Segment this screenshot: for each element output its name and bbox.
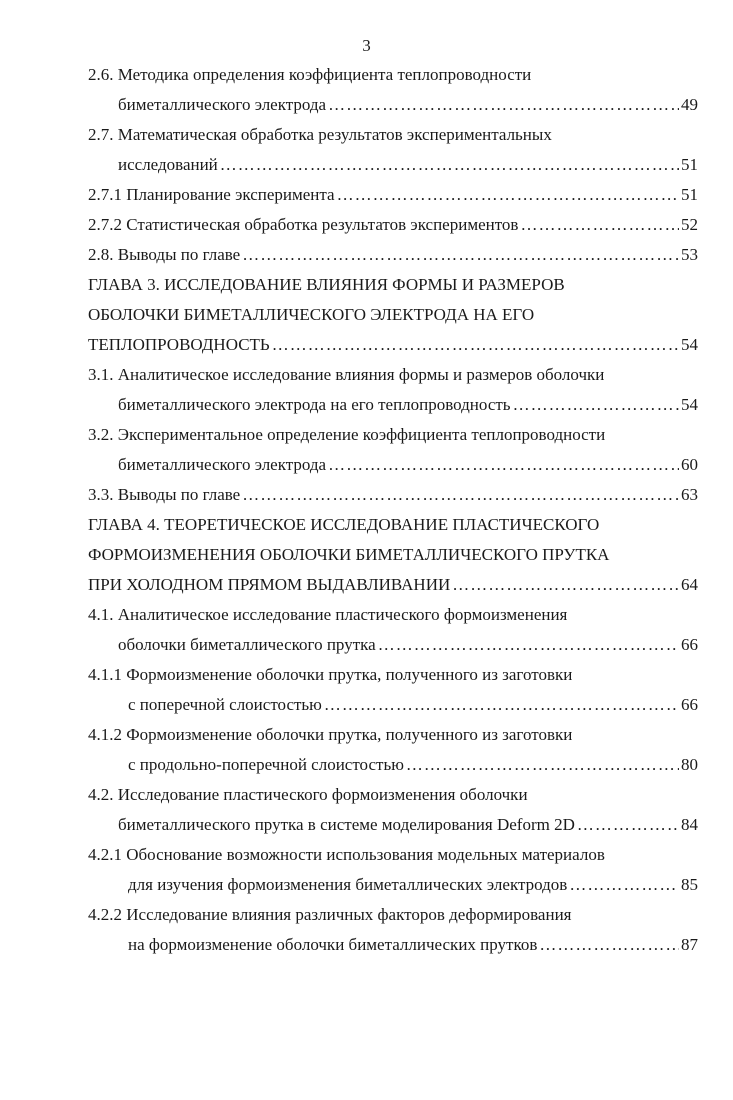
toc-entry-page: 66: [681, 695, 698, 714]
toc-entry-title-line: 4.1.2 Формоизменение оболочки прутка, полученного из заготовки: [88, 725, 573, 744]
toc-entry-title: для изучения формоизменения биметаллических электродов: [128, 875, 568, 894]
dot-leader: [328, 90, 679, 120]
toc-entry: [88, 510, 698, 600]
dot-leader: [406, 750, 679, 780]
page-number: 3: [362, 36, 371, 55]
toc-entry-title: с продольно-поперечной слоистостью: [128, 755, 404, 774]
toc-entry: [88, 720, 698, 780]
toc-entry-page: 85: [681, 875, 698, 894]
dot-leader: [328, 450, 679, 480]
toc-entry-title: оболочки биметаллического прутка: [118, 635, 376, 654]
toc-entry-page: 51: [681, 185, 698, 204]
toc-entry-title: биметаллического прутка в системе моделирования Deform 2D: [118, 815, 575, 834]
toc-entry-title: 2.7.1 Планирование эксперимента: [88, 185, 335, 204]
toc-entry-leader-line: [88, 180, 698, 210]
dot-leader: [452, 570, 679, 600]
toc-entry-leader-line: [88, 330, 698, 360]
toc-entry-title: исследований: [118, 155, 218, 174]
toc-entry-page: 52: [681, 215, 698, 234]
toc-entry-page: 64: [681, 575, 698, 594]
toc-entry-leader-line: [88, 450, 698, 480]
dot-leader: [513, 390, 679, 420]
toc-entry-page: 84: [681, 815, 698, 834]
dot-leader: [378, 630, 679, 660]
toc-entry-title-line: ОБОЛОЧКИ БИМЕТАЛЛИЧЕСКОГО ЭЛЕКТРОДА НА ЕГО: [88, 305, 535, 324]
toc-entry-page: 80: [681, 755, 698, 774]
toc-entry: [88, 60, 698, 120]
toc-entry-leader-line: [88, 90, 698, 120]
toc-entry: [88, 240, 698, 270]
toc-entry-title-line: 2.6. Методика определения коэффициента теплопроводности: [88, 65, 532, 84]
toc-entry: [88, 270, 698, 360]
toc-entry-title-line: 2.7. Математическая обработка результатов экспериментальных: [88, 125, 552, 144]
toc-entry-page: 63: [681, 485, 698, 504]
toc-entry-title: ТЕПЛОПРОВОДНОСТЬ: [88, 335, 270, 354]
toc-entry-page: 51: [681, 155, 698, 174]
toc-entry-title: ПРИ ХОЛОДНОМ ПРЯМОМ ВЫДАВЛИВАНИИ: [88, 575, 451, 594]
toc-entry-page: 60: [681, 455, 698, 474]
dot-leader: [242, 240, 679, 270]
toc-entry: [88, 120, 698, 180]
toc-entry-title-line: 4.2.2 Исследование влияния различных факторов деформирования: [88, 905, 572, 924]
toc-entry-title: 2.8. Выводы по главе: [88, 245, 241, 264]
toc-entry: [88, 900, 698, 960]
toc-entry: [88, 420, 698, 480]
toc-entry: [88, 180, 698, 210]
dot-leader: [539, 930, 679, 960]
dot-leader: [272, 330, 679, 360]
toc-entry-title: на формоизменение оболочки биметаллических прутков: [128, 935, 538, 954]
toc-entry-title: биметаллического электрода на его теплопроводность: [118, 395, 511, 414]
toc-entry-leader-line: [88, 210, 698, 240]
toc-entry: [88, 780, 698, 840]
toc-entry-page: 49: [681, 95, 698, 114]
toc-entry-title-line: 4.2. Исследование пластического формоизменения оболочки: [88, 785, 528, 804]
toc-entry-leader-line: [88, 390, 698, 420]
toc-entry-title: 3.3. Выводы по главе: [88, 485, 241, 504]
toc-entry: [88, 600, 698, 660]
dot-leader: [569, 870, 679, 900]
toc-entry-title: 2.7.2 Статистическая обработка результатов экспериментов: [88, 215, 519, 234]
toc-entry: [88, 840, 698, 900]
toc-entry-page: 54: [681, 395, 698, 414]
toc-entry-leader-line: [88, 870, 698, 900]
toc-entry: [88, 210, 698, 240]
toc-entry-leader-line: [88, 630, 698, 660]
dot-leader: [324, 690, 679, 720]
dot-leader: [337, 180, 679, 210]
toc-entry-title: биметаллического электрода: [118, 455, 327, 474]
dot-leader: [242, 480, 679, 510]
toc-entry-title-line: ГЛАВА 4. ТЕОРЕТИЧЕСКОЕ ИССЛЕДОВАНИЕ ПЛАСТИЧЕСКОГО: [88, 515, 600, 534]
toc-entry: [88, 360, 698, 420]
toc-entry-title-line: 4.2.1 Обоснование возможности использования модельных материалов: [88, 845, 605, 864]
toc-entry: [88, 660, 698, 720]
toc-entry-leader-line: [88, 750, 698, 780]
toc-entry-page: 87: [681, 935, 698, 954]
toc-entry-page: 54: [681, 335, 698, 354]
table-of-contents: [88, 60, 698, 960]
dot-leader: [577, 810, 679, 840]
toc-entry-title-line: ФОРМОИЗМЕНЕНИЯ ОБОЛОЧКИ БИМЕТАЛЛИЧЕСКОГО ПРУТКА: [88, 545, 610, 564]
toc-entry-title-line: 3.1. Аналитическое исследование влияния формы и размеров оболочки: [88, 365, 605, 384]
toc-entry-title-line: 4.1. Аналитическое исследование пластического формоизменения: [88, 605, 568, 624]
toc-entry-title: биметаллического электрода: [118, 95, 327, 114]
toc-entry-leader-line: [88, 570, 698, 600]
toc-entry-title-line: ГЛАВА 3. ИССЛЕДОВАНИЕ ВЛИЯНИЯ ФОРМЫ И РАЗМЕРОВ: [88, 275, 565, 294]
toc-entry-title-line: 3.2. Экспериментальное определение коэффициента теплопроводности: [88, 425, 606, 444]
dot-leader: [220, 150, 679, 180]
toc-entry-leader-line: [88, 480, 698, 510]
toc-entry-page: 53: [681, 245, 698, 264]
toc-entry-title: с поперечной слоистостью: [128, 695, 322, 714]
toc-entry: [88, 480, 698, 510]
dot-leader: [520, 210, 679, 240]
toc-entry-leader-line: [88, 810, 698, 840]
toc-entry-title-line: 4.1.1 Формоизменение оболочки прутка, полученного из заготовки: [88, 665, 573, 684]
toc-entry-leader-line: [88, 930, 698, 960]
toc-entry-leader-line: [88, 240, 698, 270]
toc-entry-leader-line: [88, 150, 698, 180]
toc-entry-page: 66: [681, 635, 698, 654]
toc-entry-leader-line: [88, 690, 698, 720]
